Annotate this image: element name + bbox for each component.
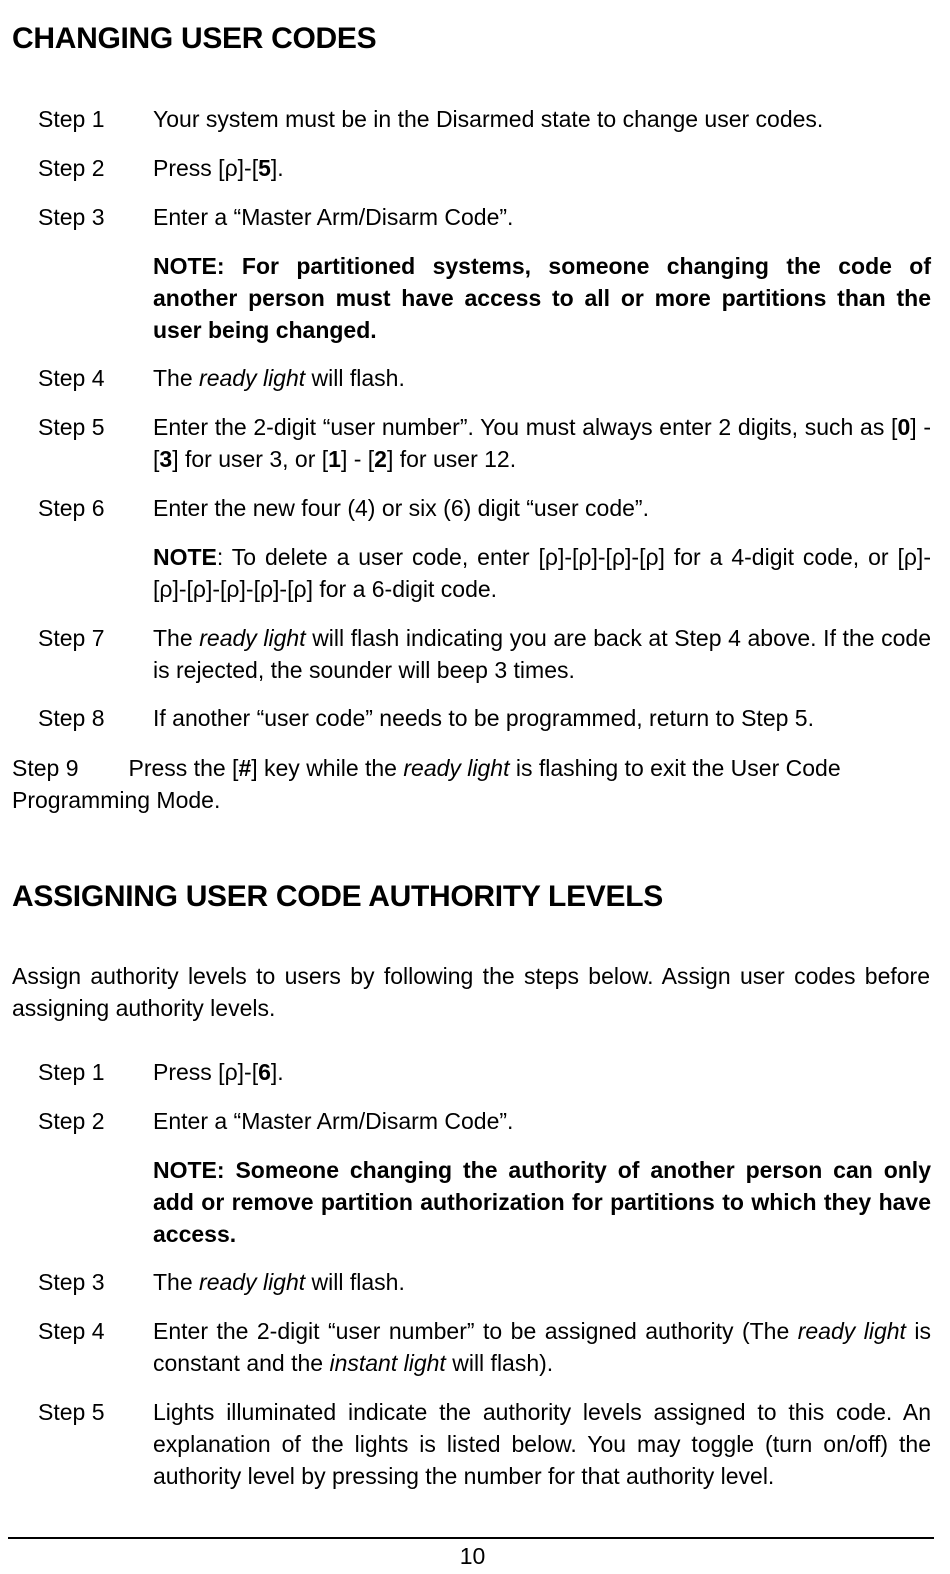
footer-rule xyxy=(8,1537,934,1539)
step-label: Step 3 xyxy=(38,1269,105,1295)
step-9-text: Step 9 Press the [#] key while the ready light is flashing to exit the User Code Programming Mode. xyxy=(12,755,841,813)
step-label: Step 8 xyxy=(38,705,105,731)
step-text: Enter the 2-digit “user number” to be assigned authority (The ready light is constant and the instant light will flash). xyxy=(153,1318,932,1376)
step-label: Step 5 xyxy=(38,1399,105,1425)
key-5: 5 xyxy=(258,155,271,181)
page-number: 10 xyxy=(459,1543,486,1569)
step-text: The ready light will flash. xyxy=(153,365,405,391)
step-label: Step 5 xyxy=(38,414,105,440)
step-label: Step 2 xyxy=(38,1108,105,1134)
step-text: Enter a “Master Arm/Disarm Code”. xyxy=(153,204,514,230)
step-label: Step 7 xyxy=(38,625,105,651)
step-text: The ready light will flash. xyxy=(153,1269,405,1295)
step-label: Step 4 xyxy=(38,1318,105,1344)
step-text: Your system must be in the Disarmed state to change user codes. xyxy=(153,106,824,132)
section-title-authority-levels: ASSIGNING USER CODE AUTHORITY LEVELS xyxy=(12,880,663,913)
section-title-changing-user-codes: CHANGING USER CODES xyxy=(12,22,377,55)
step-text: Press [ρ]-[5]. xyxy=(153,155,284,181)
step-text: Enter the 2-digit “user number”. You must always enter 2 digits, such as [0] - [3] for user 3, or [1] - [2] for user 12. xyxy=(153,414,931,472)
step-label: Step 1 xyxy=(38,106,105,132)
step-label: Step 2 xyxy=(38,155,105,181)
step-text: Press [ρ]-[6]. xyxy=(153,1059,284,1085)
partition-note: NOTE: For partitioned systems, someone changing the code of another person must have access to all or more partitions than the user being changed. xyxy=(153,253,931,343)
step-label: Step 3 xyxy=(38,204,105,230)
key-6: 6 xyxy=(258,1059,271,1085)
step-label: Step 9 xyxy=(12,755,79,781)
step-text: If another “user code” needs to be programmed, return to Step 5. xyxy=(153,705,814,731)
step-text: Enter the new four (4) or six (6) digit “user code”. xyxy=(153,495,649,521)
step-label: Step 1 xyxy=(38,1059,105,1085)
step-label: Step 6 xyxy=(38,495,105,521)
step-label: Step 4 xyxy=(38,365,105,391)
delete-code-note: NOTE: To delete a user code, enter [ρ]-[ρ]-[ρ]-[ρ] for a 4-digit code, or [ρ]-[ρ]-[ρ]-[ρ]-[ρ]-[ρ] for a 6-digit code. xyxy=(153,544,931,602)
step-text: Lights illuminated indicate the authority levels assigned to this code. An explanation of the lights is listed below. You may toggle (turn on/off) the authority level by pressing the number for that authority level. xyxy=(153,1399,931,1489)
intro-text: Assign authority levels to users by following the steps below. Assign user codes before assigning authority levels. xyxy=(12,963,930,1021)
step-text: The ready light will flash indicating you are back at Step 4 above. If the code is rejected, the sounder will beep 3 times. xyxy=(153,625,932,683)
step-text: Enter a “Master Arm/Disarm Code”. xyxy=(153,1108,514,1134)
authority-note: NOTE: Someone changing the authority of another person can only add or remove partition authorization for partitions to which they have access. xyxy=(153,1157,931,1247)
